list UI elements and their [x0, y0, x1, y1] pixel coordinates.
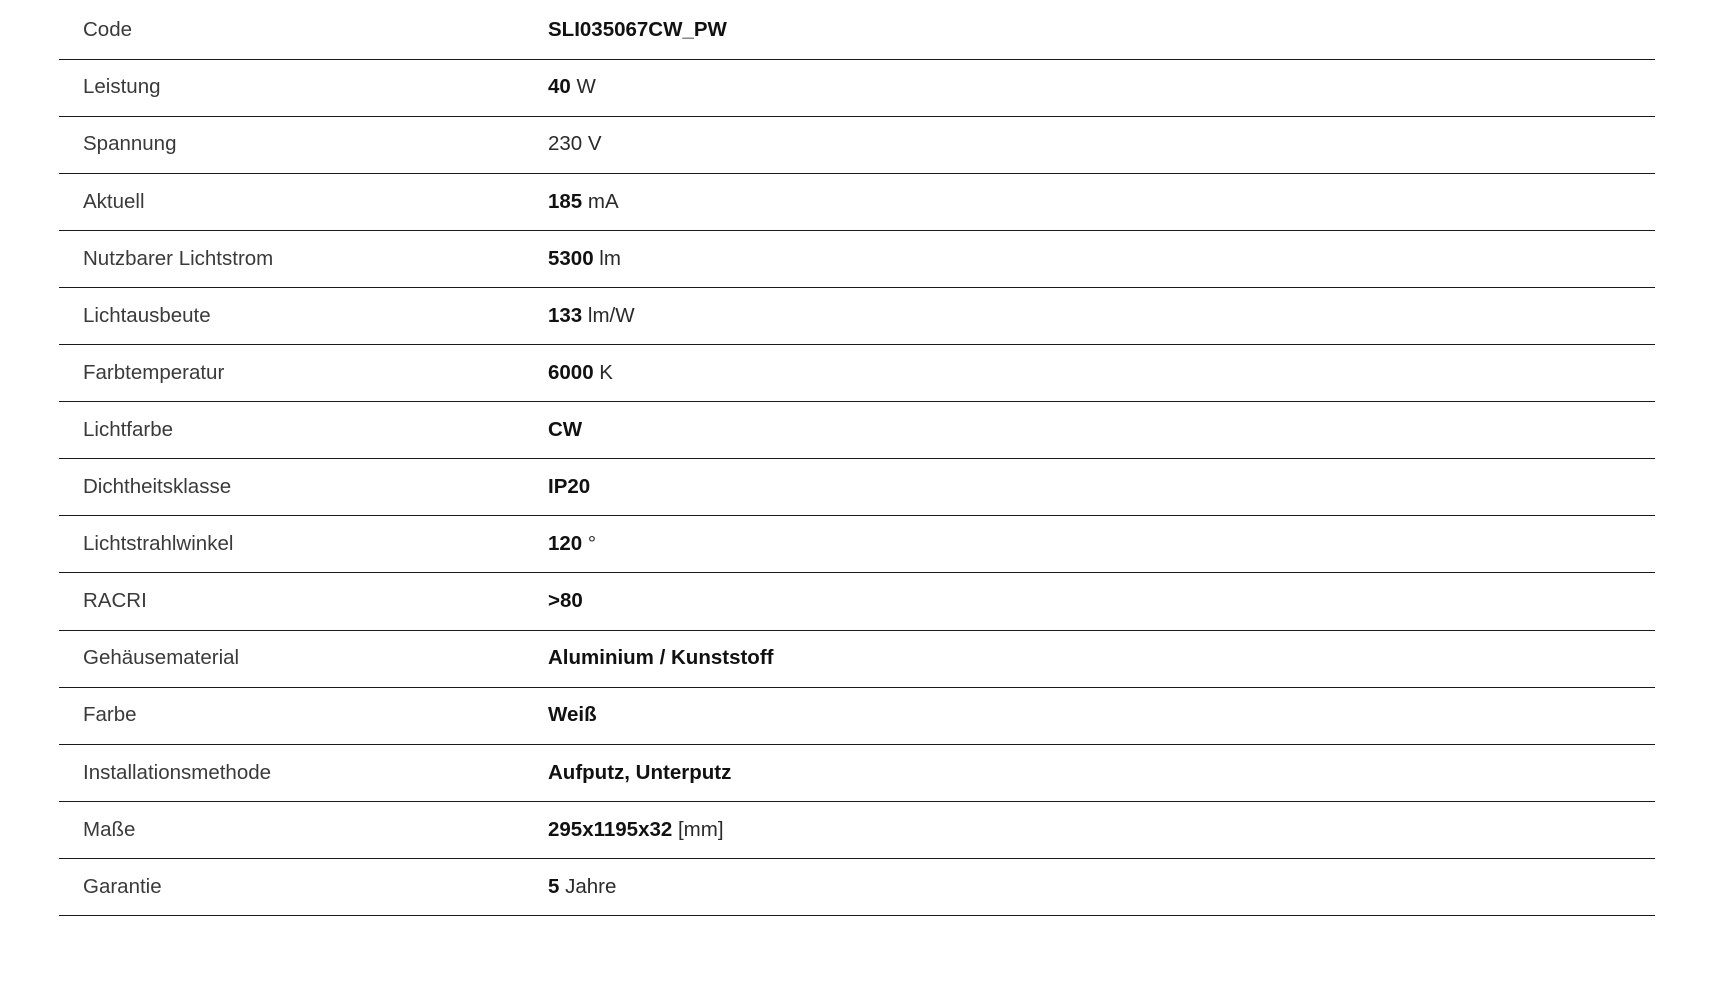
spec-row-lichtstrom	[59, 230, 1655, 287]
spec-value	[548, 744, 1655, 801]
spec-value-number: 6000	[548, 360, 594, 384]
spec-row-masse	[59, 801, 1655, 858]
spec-table-body	[59, 2, 1655, 916]
spec-row-lichtausbeute	[59, 287, 1655, 344]
spec-value	[548, 801, 1655, 858]
spec-label: Garantie	[83, 874, 162, 898]
spec-label: Aktuell	[83, 189, 145, 213]
spec-value-number: IP20	[548, 475, 591, 499]
spec-value	[548, 116, 1655, 173]
spec-value-unit: W	[570, 75, 596, 99]
spec-label: Spannung	[83, 132, 177, 156]
spec-row-installationsmethode	[59, 744, 1655, 801]
spec-label: Dichtheitsklasse	[83, 475, 232, 499]
spec-value	[548, 230, 1655, 287]
spec-value-number: 133	[548, 303, 583, 327]
spec-value-number: Weiß	[548, 703, 597, 727]
spec-value	[548, 516, 1655, 573]
spec-value	[548, 173, 1655, 230]
spec-label: Gehäusematerial	[83, 646, 240, 670]
spec-value-number: 5300	[548, 246, 594, 270]
spec-label: Lichtfarbe	[83, 417, 174, 441]
spec-value-number: 120	[548, 532, 583, 556]
spec-row-leistung	[59, 59, 1655, 116]
spec-value	[548, 287, 1655, 344]
spec-value-unit: Jahre	[559, 874, 617, 898]
spec-value-number: >80	[548, 589, 583, 613]
spec-value	[548, 573, 1655, 630]
spec-row-aktuell	[59, 173, 1655, 230]
spec-value-unit: 230 V	[548, 132, 602, 156]
spec-row-gehaeusematerial	[59, 630, 1655, 687]
spec-value	[548, 459, 1655, 516]
spec-value-unit: lm	[593, 246, 621, 270]
spec-row-dichtheitsklasse	[59, 459, 1655, 516]
spec-label: Farbtemperatur	[83, 360, 225, 384]
spec-row-racri	[59, 573, 1655, 630]
spec-label: Code	[83, 18, 133, 42]
spec-row-lichtfarbe	[59, 402, 1655, 459]
spec-label: Farbe	[83, 703, 137, 727]
spec-label: Leistung	[83, 75, 161, 99]
spec-value-unit: lm/W	[582, 303, 635, 327]
spec-row-garantie	[59, 858, 1655, 915]
spec-table	[59, 2, 1655, 916]
spec-row-lichtstrahlwinkel	[59, 516, 1655, 573]
spec-value	[548, 402, 1655, 459]
spec-value	[548, 59, 1655, 116]
spec-value	[548, 630, 1655, 687]
spec-value-unit: °	[582, 532, 597, 556]
spec-value-number: 295x1195x32	[548, 817, 673, 841]
spec-label: Maße	[83, 817, 136, 841]
spec-value-number: 5	[548, 874, 560, 898]
spec-value-number: SLI035067CW_PW	[548, 18, 727, 42]
spec-label: Installationsmethode	[83, 760, 272, 784]
spec-label: Lichtstrahlwinkel	[83, 532, 234, 556]
spec-label: Nutzbarer Lichtstrom	[83, 246, 274, 270]
spec-label: RACRI	[83, 589, 147, 613]
spec-value	[548, 858, 1655, 915]
spec-row-farbtemperatur	[59, 345, 1655, 402]
spec-value	[548, 687, 1655, 744]
spec-row-spannung	[59, 116, 1655, 173]
spec-value-unit: mA	[582, 189, 619, 213]
spec-row-farbe	[59, 687, 1655, 744]
spec-row-code	[59, 2, 1655, 59]
spec-value-number: Aluminium / Kunststoff	[548, 646, 774, 670]
spec-value-number: 185	[548, 189, 583, 213]
spec-value-unit: [mm]	[672, 817, 724, 841]
spec-label: Lichtausbeute	[83, 303, 211, 327]
spec-value-number: Aufputz, Unterputz	[548, 760, 732, 784]
spec-value	[548, 2, 1655, 59]
spec-value-unit: K	[593, 360, 613, 384]
spec-value-number: 40	[548, 75, 571, 99]
spec-value	[548, 345, 1655, 402]
spec-value-number: CW	[548, 417, 583, 441]
